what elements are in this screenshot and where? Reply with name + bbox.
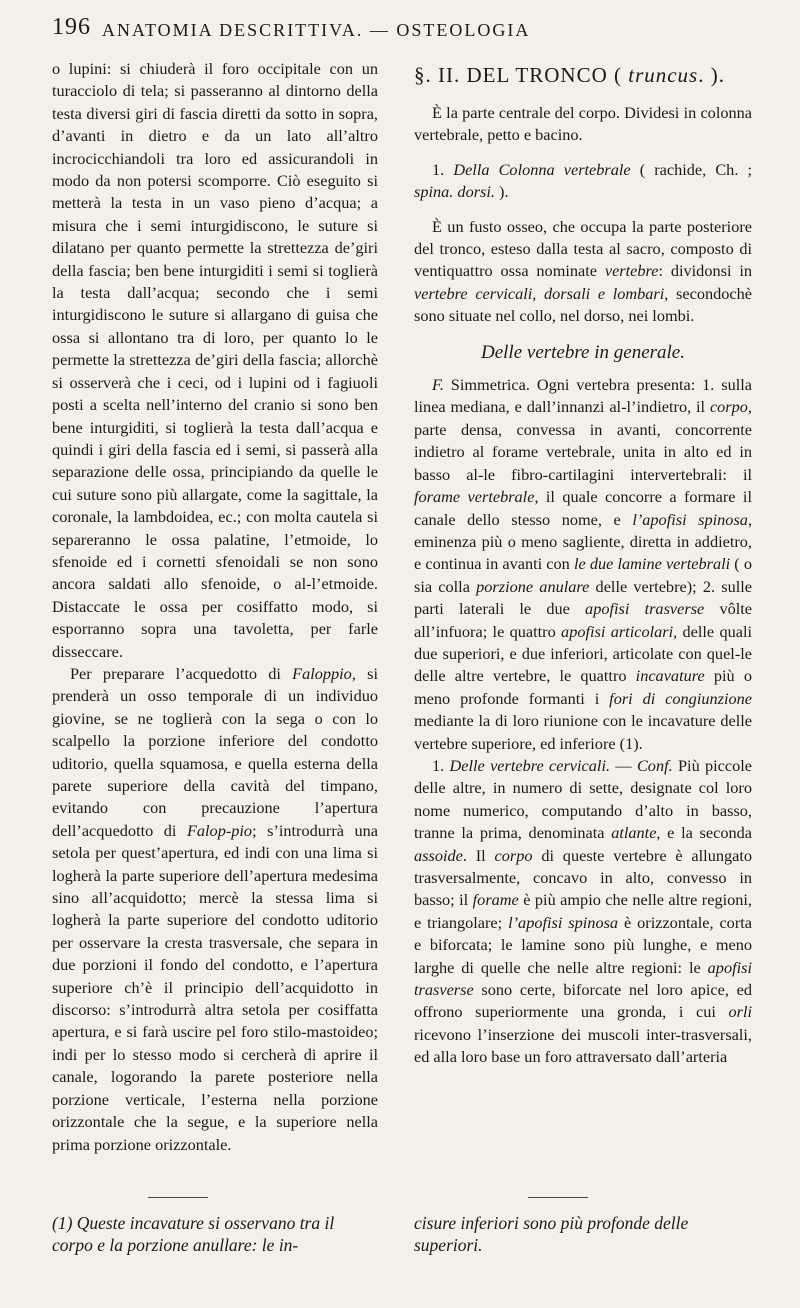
paragraph-fusto: È un fusto osseo, che occupa la parte posteriore del tronco, esteso dalla testa al sacro, composto di ventiquattro ossa nominate vertebre: dividonsi in vertebre cervicali, dorsali e lombari, secondochè sono situate nel collo, nel dorso, nei lombi. xyxy=(414,216,752,326)
left-column xyxy=(52,58,378,1156)
paragraph-generale: F. Simmetrica. Ogni vertebra presenta: 1. sulla linea mediana, e dall’innanzi al-l’indietro, il corpo, parte densa, convessa in avanti, concorrente indietro al forame vertebrale, unita in alto ed in basso al-le fibro-cartilagini intervertebrali: il forame vertebrale, il quale concorre a formare il canale dello stesso nome, e l’apofisi spinosa, eminenza più o meno sagliente, diretta in addietro, e continua in avanti con le due lamine vertebrali ( o sia colla porzione anulare delle vertebre); 2. sulle parti laterali le due apofisi trasverse vôlte all’infuora; le quattro apofisi articolari, delle quali due superiori, e due inferiori, articolate con quel-le delle altre vertebre, le quattro incavature più o meno profonde formanti i fori di congiunzione mediante la di loro riunione con le incavature delle vertebre superiore, ed inferiore (1). xyxy=(414,375,753,753)
footnote-rule-left xyxy=(148,1197,208,1198)
page-header xyxy=(52,14,770,48)
footnote-right: cisure inferiori sono più profonde delle superiori. xyxy=(414,1213,689,1255)
subheading-vertebre-generale: Delle vertebre in generale. xyxy=(481,341,685,363)
running-head: ANATOMIA DESCRITTIVA. — OSTEOLOGIA xyxy=(102,20,531,40)
footnote-rule-right xyxy=(528,1197,588,1198)
section-title: §. II. DEL TRONCO ( truncus. ). xyxy=(414,63,725,87)
footnote-left: (1) Queste incavature si osservano tra il corpo e la porzione anullare: le in- xyxy=(52,1213,335,1255)
section-intro: È la parte centrale del corpo. Dividesi in colonna vertebrale, petto e bacino. xyxy=(414,103,752,145)
item-heading-colonna: 1. Della Colonna vertebrale ( rachide, Ch. ; spina. dorsi. ). xyxy=(414,159,753,202)
left-paragraph-1: o lupini: si chiuderà il foro occipitale con un turacciolo di tela; si passeranno al dintorno della testa diversi giri di fascia diretti da sotto in sopra, d’avanti in dietro e da un lato all’altro incrocicchiandoli tra loro ed assicurandoli in modo da non potersi scomporre. Ciò eseguito si metterà la testa in un vaso pieno d’acqua; a misura che i semi inturgidiscono, le suture si dilatano per quanto permette la strettezza de’giri della fascia; ben bene inturgiditi i semi si toglierà la testa dall’acqua; secondo che i semi inturgidiscono le suture si allargano di guisa che ossa si allontano tra di loro, per quanto lo le permette la strettezza de’giri della fascia; allorchè si osserverà che i ceci, od i lupini od i fagiuoli posti a scelta nell’interno del cranio si sono ben bene inturgiditi, si toglierà la testa dall’acqua e quindi i giri della fascia ed i semi, si passerà alla separazione delle ossa, principiando da quelle le cui suture sono più allargate, come la sagittale, la coronale, la lambdoidea, ec.; con molta cautela si separeranno le ossa palatine, l’etmoide, lo sfenoide ed i cornetti sfenoidali se non sono ancora saldati allo sfenoide, o al-l’etmoide. Distaccate le ossa per cosiffatto modo, si esporranno sopra una tavoletta, per farle disseccare. xyxy=(52,59,378,661)
paragraph-cervicali: 1. Delle vertebre cervicali. — Conf. Più piccole delle altre, in numero di sette, designate col loro nome numerico, computando d’alto in basso, tranne la prima, denominata atlante, e la seconda assoide. Il corpo di queste vertebre è allungato trasversalmente, concavo in alto, convesso in basso; il forame è più ampio che nelle altre regioni, e triangolare; l’apofisi spinosa è orizzontale, corta e biforcata; le lamine sono più lunghe, e meno larghe di quelle che nelle altre regioni: le apofisi trasverse sono certe, biforcate nel loro apice, ed offrono superiormente una gronda, i cui orli ricevono l’inserzione dei muscoli inter-trasversali, ed alla loro base un foro attraversato dall’arteria xyxy=(414,755,753,1067)
right-column xyxy=(414,58,752,1069)
left-paragraph-2: Per preparare l’acquedotto di Faloppio, si prenderà un osso temporale di un individuo giovine, se ne toglierà con la sega o con lo scalpello la porzione inferiore del condotto uditorio, quella squamosa, e quella esterna della parete superiore della cavità del timpano, evitando con precauzione l’apertura dell’acquedotto di Falop-pio; s’introdurrà una setola per quest’apertura, ed indi con una lima si logherà la parte superiore dell’apertura medesima sino all’acquidotto; mercè la stessa lima si logherà la parte superiore del condotto uditorio per osservare la cresta trasversale, che separa in due porzioni il fondo del condotto, e l’apertura superiore ch’è il principio dell’acquidotto in discorso: s’introdurrà altra setola per cosiffatta apertura, e si farà uscire pel foro stilo-mastoideo; indi per lo stesso modo si cercherà di aprire il canale, logorando la parete posteriore nella porzione verticale, l’esterna nella porzione orizzontale che la segue, e la superiore nella prima porzione orizzontale. xyxy=(52,663,378,1154)
page-number: 196 xyxy=(52,14,91,40)
